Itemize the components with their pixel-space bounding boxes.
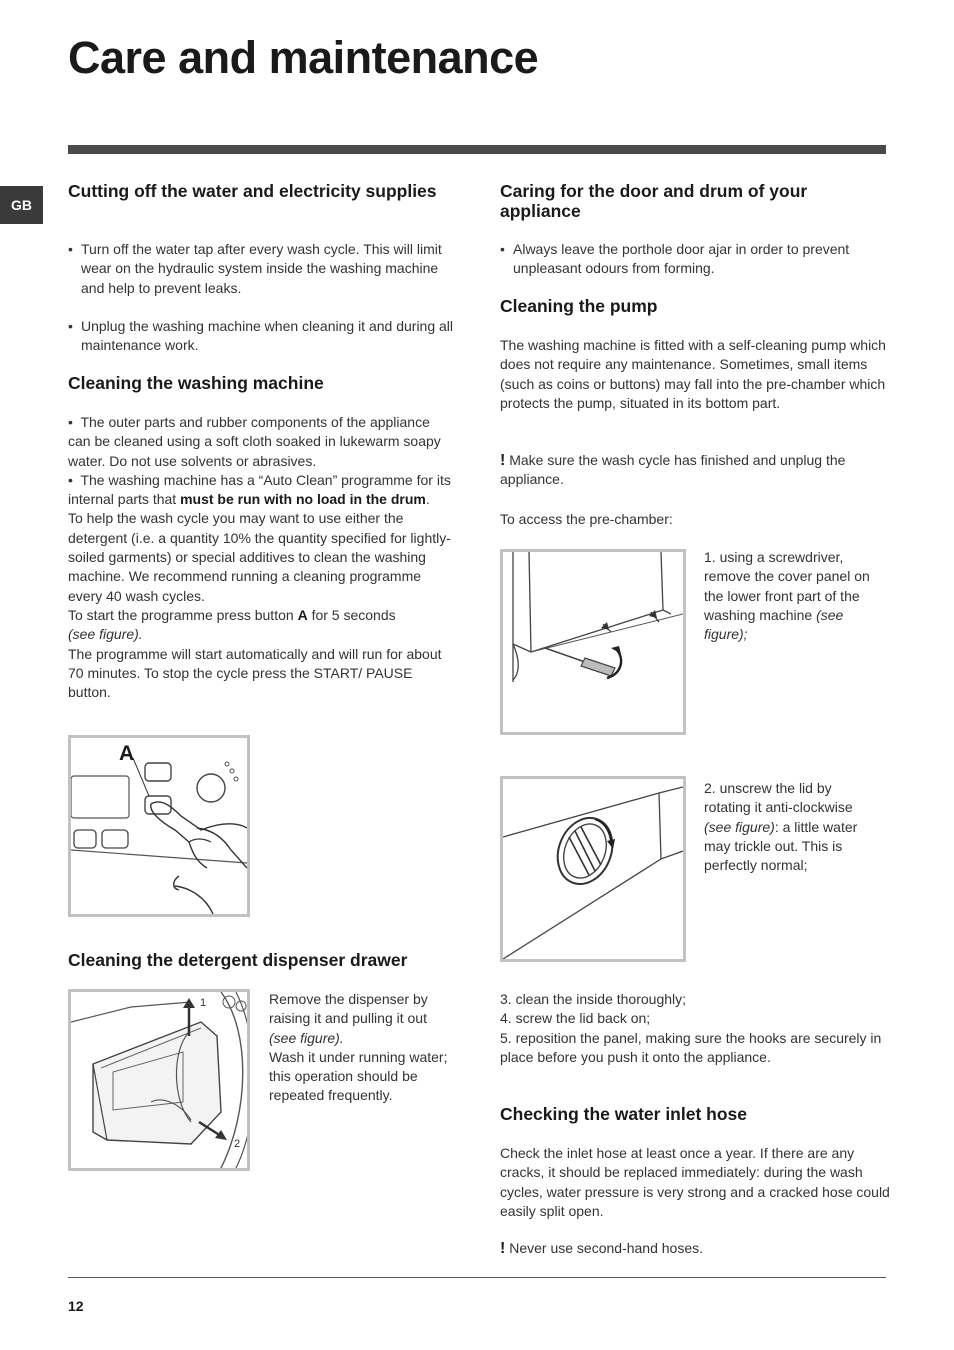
drawer-text-1: Remove the dispenser by raising it and pulling it out (see figure). (269, 991, 428, 1046)
drawer-text (269, 990, 459, 1106)
drawer-step-1: 1 (200, 997, 207, 1009)
washing-para-2: • The washing machine has a “Auto Clean” programme for its internal parts that must be run with no load in the drum. (68, 471, 451, 508)
cover-panel-figure (500, 549, 686, 735)
washing-para-4: To start the programme press button A for 5 seconds (see figure). (68, 606, 396, 643)
cutting-bullet-unplug: • Unplug the washing machine when cleaning it and during all maintenance work. (68, 317, 454, 356)
step-2-text: 2. unscrew the lid by rotating it anti-clockwise (see figure): a little water may trickle out. This is perfectly normal; (704, 780, 858, 874)
washing-para-1: • The outer parts and rubber components of the appliance can be cleaned using a soft cloth soaked in lukewarm soapy water. Do not use solvents or abrasives. (68, 414, 441, 469)
pump-para: The washing machine is fitted with a self-cleaning pump which does not require any maintenance. Sometimes, small items (such as coins or buttons) may fall into the pre-chamber which protects the pump, situated in its bottom part. (500, 337, 886, 411)
button-a-label: A (119, 742, 135, 765)
door-heading: Caring for the door and drum of your appliance (500, 181, 808, 221)
pump-steps-3-5 (500, 990, 890, 1067)
pump-lid-figure (500, 776, 686, 962)
washing-heading: Cleaning the washing machine (68, 373, 324, 393)
drawer-step-2: 2 (234, 1138, 241, 1150)
hose-heading: Checking the water inlet hose (500, 1104, 747, 1124)
pump-warning: ! Make sure the wash cycle has finished and unplug the appliance. (500, 452, 846, 488)
cutting-heading: Cutting off the water and electricity supplies (68, 181, 437, 201)
drawer-illustration (71, 992, 247, 1168)
pump-access: To access the pre-chamber: (500, 511, 673, 527)
hose-warning: ! Never use second-hand hoses. (500, 1240, 704, 1257)
hose-para: Check the inlet hose at least once a year. If there are any cracks, it should be replaced immediately: during the wash cycles, water pressure is very strong and a cracked hose could easily split open. (500, 1145, 890, 1219)
washing-body (68, 413, 454, 702)
step-3: 3. clean the inside thoroughly; (500, 991, 687, 1007)
drawer-text-2: Wash it under running water; this operation should be repeated frequently. (269, 1048, 448, 1104)
footer-rule (68, 1277, 886, 1278)
page-title: Care and maintenance (68, 32, 539, 83)
cutting-list (68, 240, 454, 298)
step-1-text: 1. using a screwdriver, remove the cover panel on the lower front part of the washing machine (see figure); (704, 549, 870, 643)
washing-para-3: To help the wash cycle you may want to use either the detergent (i.e. a quantity 10% the quantity specified for lightly-soiled garments) or special additives to clean the washing machine. We recommend running a cleaning programme every 40 wash cycles. (68, 510, 451, 604)
pump-heading: Cleaning the pump (500, 296, 658, 316)
drawer-heading: Cleaning the detergent dispenser drawer (68, 950, 408, 970)
drawer-figure (68, 989, 250, 1171)
step-4: 4. screw the lid back on; (500, 1010, 651, 1027)
language-tab: GB (0, 186, 43, 224)
door-list (500, 240, 888, 279)
cutting-list-2 (68, 317, 454, 356)
button-a-illustration (71, 738, 247, 914)
page-number: 12 (68, 1298, 84, 1314)
title-rule (68, 145, 886, 154)
step-5: 5. reposition the panel, making sure the hooks are securely in place before you push it onto the appliance. (500, 1029, 882, 1065)
cover-panel-illustration (503, 552, 683, 732)
washing-para-5: The programme will start automatically and will run for about 70 minutes. To stop the cycle press the START/ PAUSE button. (68, 645, 442, 701)
door-bullet: • Always leave the porthole door ajar in order to prevent unpleasant odours from forming. (500, 240, 888, 279)
pump-lid-illustration (503, 779, 683, 959)
button-a-figure (68, 735, 250, 917)
cutting-bullet-tap: • Turn off the water tap after every wash cycle. This will limit wear on the hydraulic system inside the washing machine and help to prevent leaks. (68, 240, 454, 298)
